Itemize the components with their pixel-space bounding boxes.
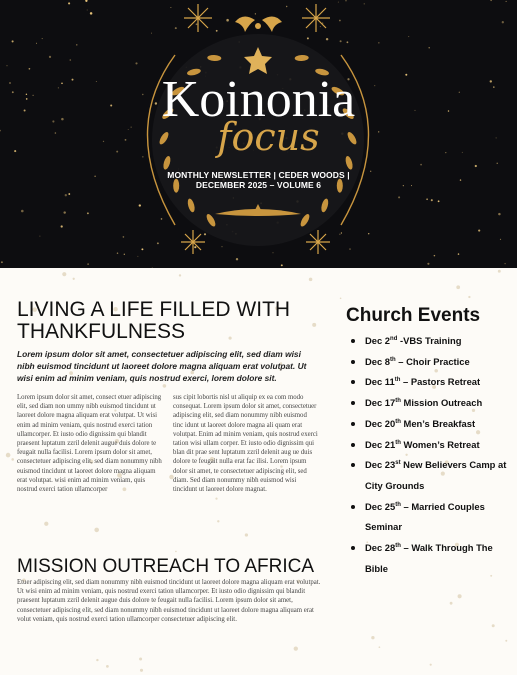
event-item: [346, 435, 514, 456]
event-item: [346, 352, 514, 373]
event-label: – Pastors Retreat: [400, 376, 481, 388]
meta-line-1: MONTHLY NEWSLETTER | CEDER WOODS |: [167, 170, 350, 180]
masthead-title: Koinonia: [161, 71, 356, 128]
event-day-suffix: th: [390, 356, 396, 363]
event-day: Dec 28: [365, 542, 396, 554]
event-item: [346, 331, 514, 352]
event-label: – Walk Through The Bible: [365, 542, 493, 574]
article-lead: Lorem ipsum dolor sit amet, consectetuer adipiscing elit, sed diam wisi nibh euismod tincidunt ut laoreet dolore magna aliquam erat volutpat. Ut wisi enim ad minim veniam, quis nostrud exerci, lorem dolore sit.: [17, 349, 307, 383]
event-day: Dec 25: [365, 500, 396, 512]
event-day: Dec 8: [365, 355, 391, 367]
event-day-suffix: th: [395, 501, 401, 508]
events-list: [346, 331, 514, 579]
event-label: – Married Couples Seminar: [365, 500, 485, 533]
event-item: [346, 414, 514, 435]
event-label: Women’s Retreat: [400, 438, 480, 450]
event-item: [346, 497, 514, 538]
mission-heading: MISSION OUTREACH TO AFRICA: [17, 556, 315, 577]
event-day-suffix: th: [394, 377, 401, 384]
event-day-suffix: th: [395, 542, 401, 549]
holly-icon: [235, 16, 282, 32]
article-heading: LIVING A LIFE FILLED WITH THANKFULNESS: [17, 298, 291, 343]
events-title: Church Events: [346, 305, 481, 326]
event-item: [346, 372, 514, 393]
event-day-suffix: th: [395, 418, 401, 425]
bullet-icon: [351, 339, 355, 343]
bullet-icon: [351, 463, 355, 467]
event-day: Dec 11: [365, 376, 395, 388]
event-day: Dec 21: [365, 438, 396, 450]
article-column-1: Lorem ipsum dolor sit amet, consect etuer adipiscing elit, sed diam non ummy nibh euismod tincidunt ut laoreet dolore magna aliquam erat volutpat. Ut wisi enim ad minim veniam, quis nostrud exerci tation ullamcorper. Et iusto odio dignissim qui blandit praesent luptatum zzril delenit augue duis dolore te feugait nulla facilisi. Lorem ipsum dolor sit amet, consectetuer adipiscing elit, sed diam nonummy nibh euismod tincidunt ut laoreet dolore magna aliquam erat volutpat. wisi enim ad minim veniam, quis nostrud exerci tation ullamcorper: [17, 394, 162, 494]
event-day: Dec 23: [365, 459, 396, 471]
event-label: New Believers Camp at City Grounds: [365, 459, 507, 491]
event-label: – Choir Practice: [395, 355, 470, 367]
event-item: [346, 538, 514, 579]
bullet-icon: [351, 422, 355, 426]
event-day: Dec 20: [365, 417, 396, 429]
event-label: -VBS Training: [397, 335, 462, 346]
meta-line-2: DECEMBER 2025 – VOLUME 6: [195, 180, 322, 190]
bullet-icon: [351, 546, 355, 550]
event-day-suffix: th: [395, 439, 401, 446]
event-day-suffix: st: [395, 460, 401, 467]
event-day-suffix: nd: [390, 335, 398, 342]
event-item: [346, 455, 514, 496]
event-label: Mission Outreach: [400, 397, 483, 409]
event-day: Dec 17: [365, 397, 396, 409]
masthead-subtitle: focus: [217, 115, 320, 159]
event-label: Men’s Breakfast: [400, 417, 476, 429]
masthead-banner: [0, 0, 517, 268]
bullet-icon: [351, 505, 355, 509]
article-column-2: sus cipit lobortis nisl ut aliquip ex ea com modo consequat. Lorem ipsum dolor sit amet, consectetuer adipiscing elit, sed diam nonummy nibh euismod tinc idunt ut laoreet dolore magna ali quam erat volutpat. Enim ad minim veniam, quis nostrud exerci tation wisi ullam corper. Et iusto odio dignissim qui blan dit prae sent luptatum zzril delenit aug ue duis dolore te feugait nulla erat fac ilisi. Lorem ipsum dolor sit amet, te consectetuer adipiscing elit, sed diam. Sed diam nonummy nibh euismod wisi tincidunt ut laoreet dolore magnat.: [173, 394, 318, 494]
masthead-meta: [0, 170, 517, 190]
bullet-icon: [351, 443, 355, 447]
bullet-icon: [351, 401, 355, 405]
bullet-icon: [351, 360, 355, 364]
mission-body: Etuer adipiscing elit, sed diam nonummy nibh euismod tincidunt ut laoreet dolore magna aliquam erat volutpat. Ut wisi enim ad minim veniam, quis nostrud exerci tation ullamcorper. Et iusto odio dignissim qui blandit praesent luptatum zzril delenit augue duis dolore te feugait nulla facilisi. Lorem ipsum dolor sit amet, consectetuer adipiscing elit, sed diam nonummy nibh euismod tincidunt ut laoreet dolore magna aliquam erat volut veniam, quis nostrud exerci tation ullamcorper consectetuer adipiscing elit.: [17, 579, 321, 623]
bullet-icon: [351, 380, 355, 384]
event-day: Dec 2: [365, 335, 391, 346]
event-item: [346, 393, 514, 414]
event-day-suffix: th: [395, 397, 401, 404]
